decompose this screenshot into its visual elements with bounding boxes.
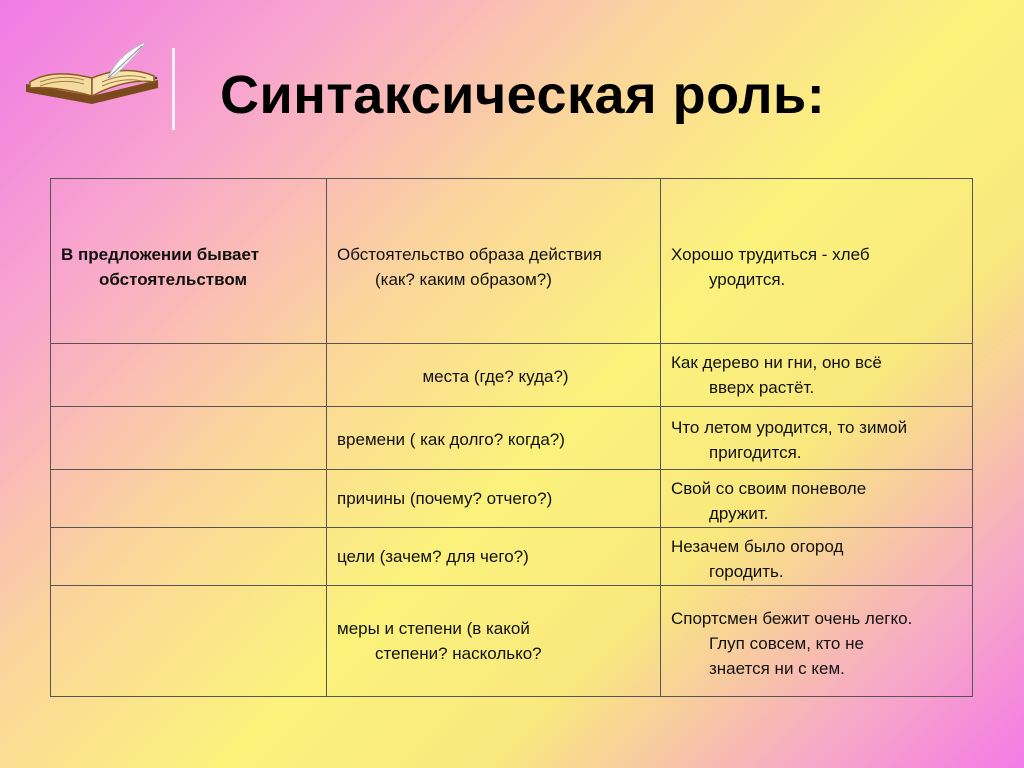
table-row <box>51 344 973 407</box>
cell-line: вверх растёт. <box>709 378 815 397</box>
table-cell-example <box>661 470 973 528</box>
cell-line: Как дерево ни гни, оно всё <box>671 353 882 372</box>
cell-line: Глуп совсем, кто не <box>709 634 864 653</box>
cell-line: Незачем было огород <box>671 537 844 556</box>
cell-line: Что летом уродится, то зимой <box>671 418 908 437</box>
table-cell-role <box>51 586 327 697</box>
cell-line: цели (зачем? для чего?) <box>337 547 529 566</box>
syntactic-role-table <box>50 178 973 697</box>
table-cell-example <box>661 528 973 586</box>
cell-line: Обстоятельство образа действия <box>337 245 602 264</box>
cell-line: В предложении бывает <box>61 245 260 264</box>
cell-line: меры и степени (в какой <box>337 619 530 638</box>
table-cell-role <box>51 407 327 470</box>
cell-line: пригодится. <box>709 443 802 462</box>
slide-title: Синтаксическая роль: <box>220 65 826 125</box>
open-book-with-quill-icon <box>22 38 162 108</box>
table-cell-type <box>327 344 661 407</box>
table-cell-type <box>327 407 661 470</box>
cell-line: Свой со своим поневоле <box>671 479 867 498</box>
table-cell-role <box>51 344 327 407</box>
table-row <box>51 470 973 528</box>
table-row <box>51 528 973 586</box>
table-cell-type <box>327 586 661 697</box>
table-cell-type <box>327 528 661 586</box>
table-cell-role <box>51 470 327 528</box>
table-cell-example <box>661 179 973 344</box>
cell-line: Хорошо трудиться - хлеб <box>671 245 870 264</box>
cell-line: уродится. <box>709 270 786 289</box>
cell-line: причины (почему? отчего?) <box>337 489 553 508</box>
cell-line: степени? насколько? <box>375 644 542 663</box>
cell-line: знается ни с кем. <box>709 659 845 678</box>
table-cell-type <box>327 179 661 344</box>
table-cell-example <box>661 344 973 407</box>
table-row <box>51 407 973 470</box>
cell-line: дружит. <box>709 504 769 523</box>
table-cell-role <box>51 179 327 344</box>
title-divider <box>172 48 175 130</box>
table-cell-example <box>661 586 973 697</box>
table-row <box>51 586 973 697</box>
cell-line: места (где? куда?) <box>422 367 569 386</box>
cell-line: Спортсмен бежит очень легко. <box>671 609 913 628</box>
cell-line: обстоятельством <box>99 270 248 289</box>
cell-line: (как? каким образом?) <box>375 270 552 289</box>
table-row <box>51 179 973 344</box>
table-cell-type <box>327 470 661 528</box>
table-cell-role <box>51 528 327 586</box>
cell-line: времени ( как долго? когда?) <box>337 430 565 449</box>
cell-line: городить. <box>709 562 784 581</box>
table-cell-example <box>661 407 973 470</box>
